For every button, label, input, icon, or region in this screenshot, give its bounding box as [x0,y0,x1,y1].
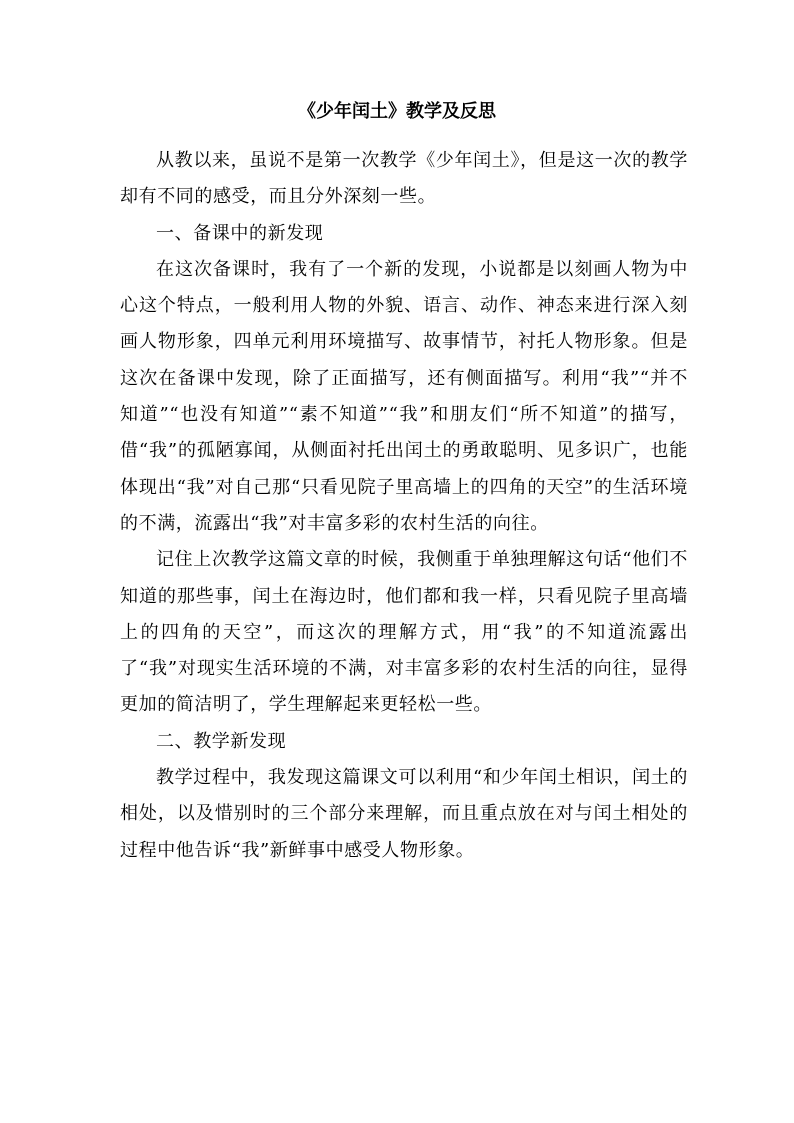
paragraph-section-2-a: 教学过程中，我发现这篇课文可以利用“和少年闰土相识，闰土的相处，以及惜别时的三个部分来理解，而且重点放在对与闰土相处的过程中他告诉“我”新鲜事中感受人物形象。 [120,767,688,861]
document-body [120,143,688,869]
document-title: 《少年闰土》教学及反思 [298,101,496,122]
section-heading-2: 二、教学新发现 [156,730,287,752]
section-heading-1: 一、备课中的新发现 [156,222,324,244]
paragraph-section-1-a: 在这次备课时，我有了一个新的发现，小说都是以刻画人物为中心这个特点，一般利用人物的外貌、语言、动作、神态来进行深入刻画人物形象，四单元利用环境描写、故事情节，衬托人物形象。但是这次在备课中发现，除了正面描写，还有侧面描写。利用“我”“并不知道”“也没有知道”“素不知道”“我”和朋友们“所不知道”的描写，借“我”的孤陋寡闻，从侧面衬托出闰土的勇敢聪明、见多识广，也能体现出“我”对自己那“只看见院子里高墙上的四角的天空”的生活环境的不满，流露出“我”对丰富多彩的农村生活的向往。 [120,258,688,534]
paragraph-section-1-b: 记住上次教学这篇文章的时候，我侧重于单独理解这句话“他们不知道的那些事，闰土在海边时，他们都和我一样，只看见院子里高墙上的四角的天空”，而这次的理解方式，用“我”的不知道流露出了“我”对现实生活环境的不满，对丰富多彩的农村生活的向往，显得更加的简洁明了，学生理解起来更轻松一些。 [120,549,688,716]
paragraph-intro: 从教以来，虽说不是第一次教学《少年闰土》，但是这一次的教学却有不同的感受，而且分外深刻一些。 [120,150,688,208]
